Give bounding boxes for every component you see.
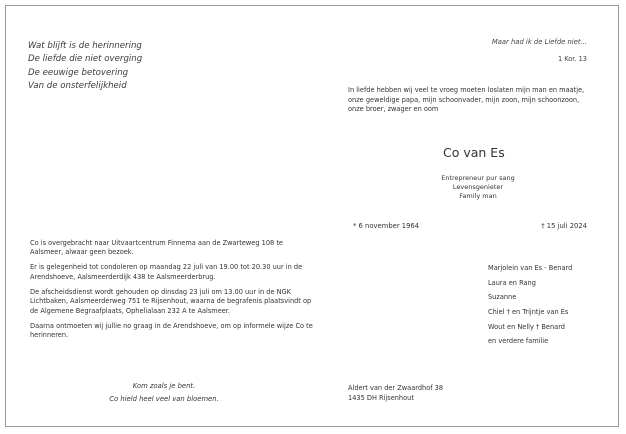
poem-line: De eeuwige betovering (28, 67, 129, 78)
closing-text (104, 380, 224, 406)
address (348, 384, 443, 403)
poem-line: Wat blijft is de herinnering (28, 41, 142, 51)
role-line: Entrepreneur pur sang (441, 174, 515, 182)
announcement-line: onze broer, zwager en oom (348, 105, 439, 114)
survivor-name: Laura en Rang (488, 278, 536, 287)
address-line: 1435 DH Rijsenhout (348, 393, 414, 402)
announcement-line: In liefde hebben wij veel te vroeg moeten loslaten mijn man en maatje, (348, 86, 585, 94)
address-line: Aldert van der Zwaardhof 38 (348, 384, 444, 392)
survivor-name: Suzanne (488, 293, 517, 302)
quote-text: Maar had ik de Liefde niet... (491, 38, 587, 46)
announcement-line: onze geweldige papa, mijn schoonvader, mijn zoon, mijn schoonzoon, (348, 95, 580, 104)
memorial-card (5, 5, 619, 427)
survivor-name: en verdere familie (488, 337, 549, 346)
survivors-list (488, 261, 572, 349)
info-paragraph: Er is gelegenheid tot condoleren op maandag 22 juli van 19.00 tot 20.30 uur in de Arendshoeve, Aalsmeerderdijk 438 te Aalsmeerderbrug. (30, 263, 303, 281)
info-paragraph: De afscheidsdienst wordt gehouden op dinsdag 23 juli om 13.00 uur in de NGK Lichtbaken, Aalsmeerderweg 751 te Rijsenhout, waarna de begrafenis plaatsvindt op de Algemene Begraafplaats, Ophelialaan 232 A te Aalsmeer. (30, 287, 312, 315)
info-paragraph: Daarna ontmoeten wij jullie no graag in de Arendshoeve, om op informele wijze Co te herinneren. (30, 321, 313, 340)
deceased-name: Co van Es (443, 145, 505, 160)
birth-date: * 6 november 1964 (353, 222, 420, 230)
role-line: Levensgenieter (452, 183, 504, 192)
poem-line: Van de onsterfelijkheid (28, 81, 127, 92)
announcement (348, 86, 602, 115)
role-line: Family man (459, 192, 497, 201)
survivor-name: Wout en Nelly † Benard (488, 322, 565, 331)
survivor-name: Marjolein van Es - Benard (488, 264, 573, 272)
info-paragraph: Co is overgebracht naar Uitvaartcentrum Finnema aan de Zwarteweg 108 te Aalsmeer, alwaar geen bezoek. (30, 239, 283, 257)
survivor-name: Chiel † en Trijntje van Es (488, 308, 569, 317)
roles (428, 174, 528, 202)
closing-line: Kom zoals je bent. (132, 382, 196, 390)
death-date: † 15 juli 2024 (541, 222, 587, 230)
funeral-info (30, 239, 314, 346)
quote-reference: 1 Kor. 13 (557, 55, 587, 63)
poem-line: De liefde die niet overging (28, 54, 143, 65)
poem (28, 40, 142, 94)
closing-line: Co hield heel veel van bloemen. (109, 395, 219, 403)
